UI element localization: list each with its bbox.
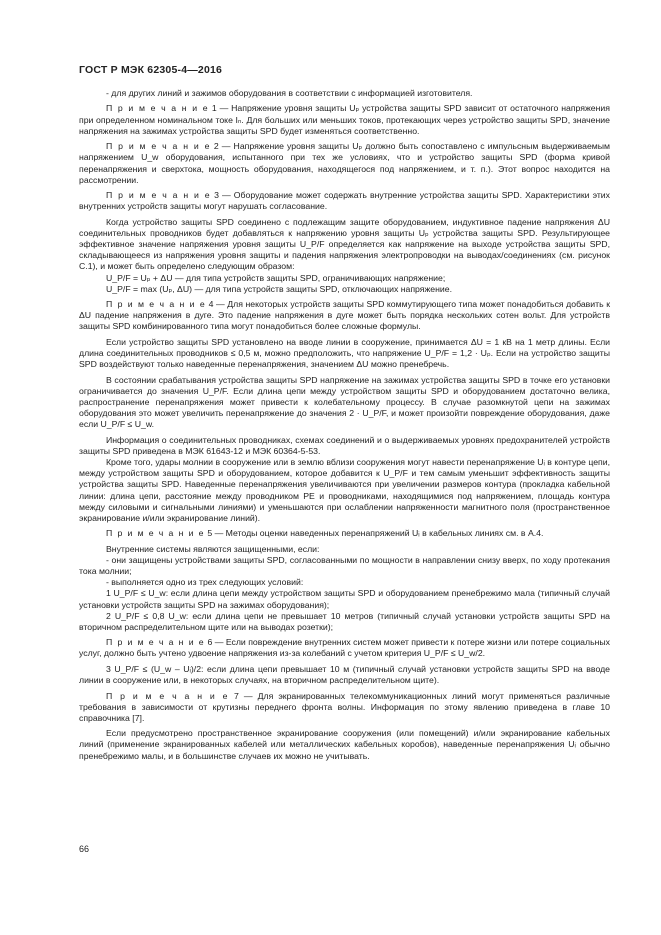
note-label: П р и м е ч а н и е: [106, 103, 210, 114]
note-1: [79, 103, 610, 136]
formula-switching-type: U_P/F = max (Uₚ, ΔU) — для типа устройств защиты SPD, отключающих напряжение.: [106, 283, 453, 294]
note-text: 4 — Для некоторых устройств защиты SPD коммутирующего типа может понадобиться добавить к ΔU падение напряжения в дуге. Это падение напряжения в дуге может быть порядка нескольких сотен вольт. Для устройств защиты SPD комбинированного типа могут понадобиться более сложные формулы.: [79, 299, 610, 332]
paragraph-induced-overvoltage: Кроме того, удары молнии в сооружение или в землю вблизи сооружения могут навести перенапряжение Uᵢ в контуре цепи, между устройством защиты SPD и оборудованием, которое добавится к U_P/F и тем самым уменьшит эффективность защиты устройства защиты SPD. Наведенные перенапряжения увеличиваются при увеличении размеров контура (прокладка кабельной линии: длина цепи, расстояние между проводником PE и проводниками, находящимися под напряжением, площадь контура между силовыми и сигнальными линиями) и уменьшаются при ослаблении напряженности магнитного поля (пространственное экранирование и/или экранирование линий).: [79, 457, 610, 523]
document-standard-header: ГОСТ Р МЭК 62305-4—2016: [79, 64, 223, 76]
note-label: П р и м е ч а н и е: [106, 141, 211, 152]
note-text: 3 — Оборудование может содержать внутренние устройства защиты SPD. Характеристики этих внутренних устройств защиты могут нарушать согласование.: [79, 190, 610, 212]
condition-1: 1 U_P/F ≤ U_w: если длина цепи между устройством защиты SPD и оборудованием пренебрежимо мала (типичный случай установки устройств защиты SPD на зажимах оборудования);: [79, 588, 610, 610]
paragraph-protected-systems: Внутренние системы являются защищенными, если:: [106, 543, 320, 554]
note-text: 7 — Для экранированных телекоммуникационных линий могут применяться различные требования в зависимости от крутизны переднего фронта волны. Информация по этому явлению приведена в главе 10 справочника [7].: [79, 690, 610, 723]
note-text: 1 — Напряжение уровня защиты Uₚ устройства защиты SPD зависит от остаточного напряжения при определенном номинальном токе Iₙ. Для больших или меньших токов, протекающих через устройство защиты SPD, значение напряжения на зажимах устройства защиты SPD будет изменяться соответственно.: [79, 103, 610, 136]
list-item-coordinated-spd: - они защищены устройствами защиты SPD, согласованными по мощности в направлении снизу вверх, по ходу протекания тока молнии;: [79, 554, 610, 577]
note-label: П р и м е ч а н и е: [106, 637, 206, 648]
paragraph-connection-info: Информация о соединительных проводниках, схемах соединений и о выдерживаемых уровнях предохранителей устройств защиты SPD приведена в МЭК 61643-12 и МЭК 60364-5-53.: [79, 434, 610, 456]
paragraph-spd-operation: В состоянии срабатывания устройства защиты SPD напряжение на зажимах устройства защиты SPD в точке его установки ограничивается до значения U_P/F. Если длина цепи между устройством защиты SPD и оборудованием достаточно велика, распространение перенапряжения может привести к колебательному процессу. В случае разомкнутой цепи на зажимах оборудования это может увеличить перенапряжение до значения 2 · U_P/F, и может произойти повреждение оборудования, даже если U_P/F ≤ U_w.: [79, 374, 610, 430]
paragraph-spd-at-entry: Если устройство защиты SPD установлено на вводе линии в сооружение, принимается ΔU = 1 кВ на 1 метр длины. Если длина соединительных проводников ≤ 0,5 м, можно предположить, что напряжение U_P/F = 1,2 · Uₚ. Если на устройство защиты SPD воздействуют только наведенные перенапряжения, значением ΔU можно пренебречь.: [79, 336, 610, 370]
paragraph-other-lines: - для других линий и зажимов оборудования в соответствии с информацией изготовителя.: [106, 88, 473, 98]
paragraph-voltage-drop: Когда устройство защиты SPD соединено с подлежащим защите оборудованием, индуктивное падение напряжения ΔU соединительных проводников будет добавляться к напряжению уровня защиты Uₚ устройства защиты SPD. Результирующее эффективное значение напряжения уровня защиты U_P/F определяется как напряжение на выходе устройства защиты SPD, складывающееся из напряжения уровня защиты и падения напряжения электропроводки на выводах/соединениях (см. рисунок С.1), и может быть определено следующим образом:: [79, 216, 610, 272]
note-text: 2 — Напряжение уровня защиты Uₚ должно быть сопоставлено с импульсным выдерживаемым напряжением U_w оборудования, испытанного при тех же условиях, что и устройство защиты SPD (форма кривой перенапряжения и сверхтока, мощность оборудования, находящегося под напряжением, и т. п.). Этот вопрос находится на рассмотрении.: [79, 141, 610, 185]
condition-3: 3 U_P/F ≤ (U_w – Uᵢ)/2: если длина цепи превышает 10 м (типичный случай установки устройств защиты SPD на вводе линии в сооружение или, в некоторых случаях, на вторичном распределительном щите).: [79, 663, 610, 686]
note-3: [79, 190, 610, 212]
note-text: 5 — Методы оценки наведенных перенапряжений Uᵢ в кабельных линиях см. в А.4.: [204, 528, 544, 539]
note-2: [79, 141, 610, 186]
condition-2: 2 U_P/F ≤ 0,8 U_w: если длина цепи не превышает 10 метров (типичный случай установки устройств защиты SPD на вторичном распределительном щите или на выводах розетки);: [79, 610, 610, 632]
list-item-conditions: - выполняется одно из трех следующих условий:: [106, 577, 304, 588]
formula-limiting-type: U_P/F = Uₚ + ΔU — для типа устройств защиты SPD, ограничивающих напряжение;: [106, 272, 446, 283]
note-label: П р и м е ч а н и е: [106, 299, 207, 310]
document-body: [79, 88, 610, 766]
page-number: 66: [79, 844, 90, 854]
note-7: [79, 691, 610, 724]
note-label: П р и м е ч а н и е: [106, 528, 205, 539]
note-text: 6 — Если повреждение внутренних систем может привести к потере жизни или потере социальных услуг, должно быть учтено удвоение напряжения из-за колебаний с учетом критерия U_P/F ≤ U_w/2.: [79, 637, 610, 659]
note-5: [79, 528, 610, 539]
note-6: [79, 637, 610, 659]
note-label: П р и м е ч а н и е: [106, 690, 229, 701]
note-label: П р и м е ч а н и е: [106, 190, 211, 201]
paragraph-spatial-shielding: Если предусмотрено пространственное экранирование сооружения (или помещений) и/или экранирование кабельных линий (применение экранированных кабелей или металлических кабельных коробов), наведенные перенапряжения Uᵢ обычно пренебрежимо малы, и в большинстве случаев их можно не учитывать.: [79, 728, 610, 761]
note-4: [79, 299, 610, 332]
